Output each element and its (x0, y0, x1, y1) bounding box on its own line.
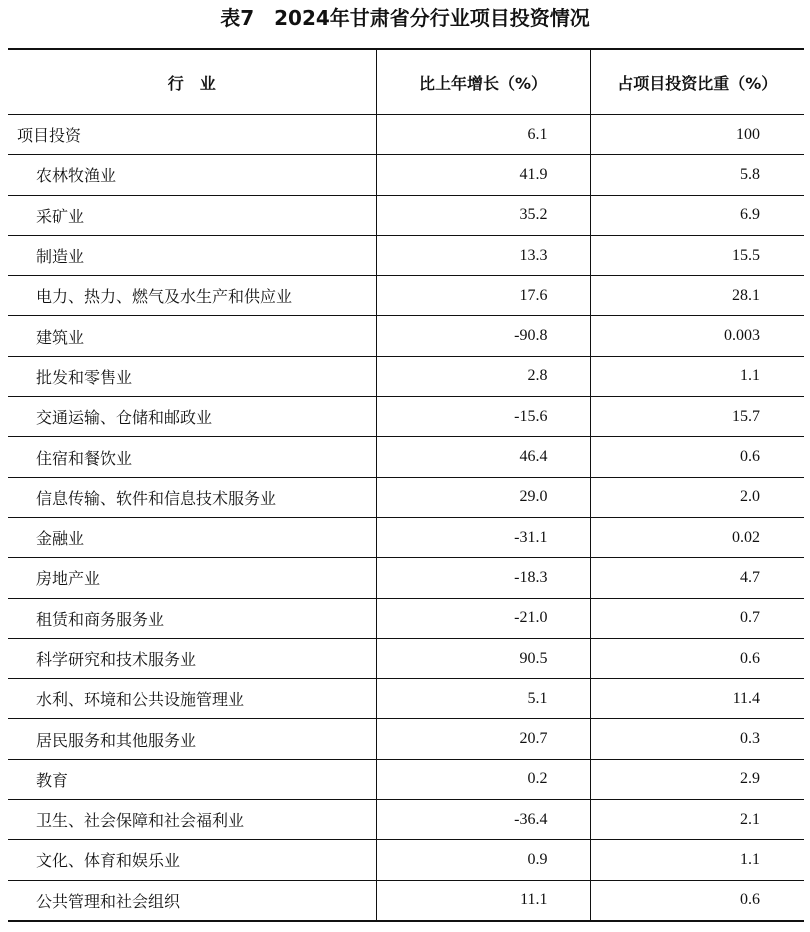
growth-cell: 0.9 (376, 840, 590, 880)
growth-cell: 0.2 (376, 759, 590, 799)
industry-cell: 公共管理和社会组织 (8, 880, 376, 921)
table-row (8, 195, 804, 235)
industry-cell: 租赁和商务服务业 (8, 598, 376, 638)
growth-cell: 17.6 (376, 276, 590, 316)
table-row (8, 437, 804, 477)
industry-cell: 交通运输、仓储和邮政业 (8, 397, 376, 437)
share-cell: 0.003 (590, 316, 804, 356)
share-cell: 0.6 (590, 638, 804, 678)
industry-cell: 批发和零售业 (8, 356, 376, 396)
growth-cell: -21.0 (376, 598, 590, 638)
investment-table (8, 48, 804, 922)
table-row (8, 477, 804, 517)
growth-cell: 41.9 (376, 155, 590, 195)
growth-cell: -18.3 (376, 558, 590, 598)
industry-cell: 农林牧渔业 (8, 155, 376, 195)
industry-cell: 文化、体育和娱乐业 (8, 840, 376, 880)
growth-cell: 5.1 (376, 679, 590, 719)
table-row (8, 316, 804, 356)
share-cell: 100 (590, 115, 804, 155)
industry-cell: 科学研究和技术服务业 (8, 638, 376, 678)
growth-cell: 6.1 (376, 115, 590, 155)
table-row (8, 155, 804, 195)
growth-cell: -31.1 (376, 517, 590, 557)
share-cell: 0.7 (590, 598, 804, 638)
industry-cell: 建筑业 (8, 316, 376, 356)
table-body (8, 115, 804, 921)
table-row (8, 800, 804, 840)
share-cell: 0.3 (590, 719, 804, 759)
growth-cell: 13.3 (376, 235, 590, 275)
table-row (8, 759, 804, 799)
table-row (8, 840, 804, 880)
growth-cell: 2.8 (376, 356, 590, 396)
growth-cell: -36.4 (376, 800, 590, 840)
share-cell: 0.02 (590, 517, 804, 557)
header-share: 占项目投资比重（%） (590, 49, 804, 115)
industry-cell: 卫生、社会保障和社会福利业 (8, 800, 376, 840)
header-industry: 行 业 (8, 49, 376, 115)
industry-cell: 居民服务和其他服务业 (8, 719, 376, 759)
table-row (8, 276, 804, 316)
share-cell: 6.9 (590, 195, 804, 235)
share-cell: 15.5 (590, 235, 804, 275)
header-growth: 比上年增长（%） (376, 49, 590, 115)
share-cell: 4.7 (590, 558, 804, 598)
industry-cell: 电力、热力、燃气及水生产和供应业 (8, 276, 376, 316)
share-cell: 28.1 (590, 276, 804, 316)
share-cell: 15.7 (590, 397, 804, 437)
industry-cell: 项目投资 (8, 115, 376, 155)
table-row (8, 880, 804, 921)
growth-cell: -15.6 (376, 397, 590, 437)
industry-cell: 金融业 (8, 517, 376, 557)
share-cell: 0.6 (590, 880, 804, 921)
share-cell: 1.1 (590, 840, 804, 880)
industry-cell: 信息传输、软件和信息技术服务业 (8, 477, 376, 517)
table-row (8, 598, 804, 638)
growth-cell: 90.5 (376, 638, 590, 678)
industry-cell: 房地产业 (8, 558, 376, 598)
growth-cell: 11.1 (376, 880, 590, 921)
industry-cell: 采矿业 (8, 195, 376, 235)
growth-cell: 46.4 (376, 437, 590, 477)
table-row (8, 115, 804, 155)
table-row (8, 719, 804, 759)
share-cell: 0.6 (590, 437, 804, 477)
industry-cell: 教育 (8, 759, 376, 799)
header-row (8, 49, 804, 115)
table-header (8, 49, 804, 115)
share-cell: 5.8 (590, 155, 804, 195)
share-cell: 2.9 (590, 759, 804, 799)
growth-cell: 29.0 (376, 477, 590, 517)
table-row (8, 517, 804, 557)
growth-cell: -90.8 (376, 316, 590, 356)
share-cell: 1.1 (590, 356, 804, 396)
industry-cell: 制造业 (8, 235, 376, 275)
industry-cell: 水利、环境和公共设施管理业 (8, 679, 376, 719)
table-row (8, 679, 804, 719)
table-title: 表7 2024年甘肃省分行业项目投资情况 (220, 6, 590, 30)
share-cell: 2.0 (590, 477, 804, 517)
share-cell: 2.1 (590, 800, 804, 840)
share-cell: 11.4 (590, 679, 804, 719)
table-row (8, 397, 804, 437)
table-row (8, 558, 804, 598)
growth-cell: 35.2 (376, 195, 590, 235)
table-row (8, 356, 804, 396)
growth-cell: 20.7 (376, 719, 590, 759)
table-row (8, 638, 804, 678)
industry-cell: 住宿和餐饮业 (8, 437, 376, 477)
table-row (8, 235, 804, 275)
